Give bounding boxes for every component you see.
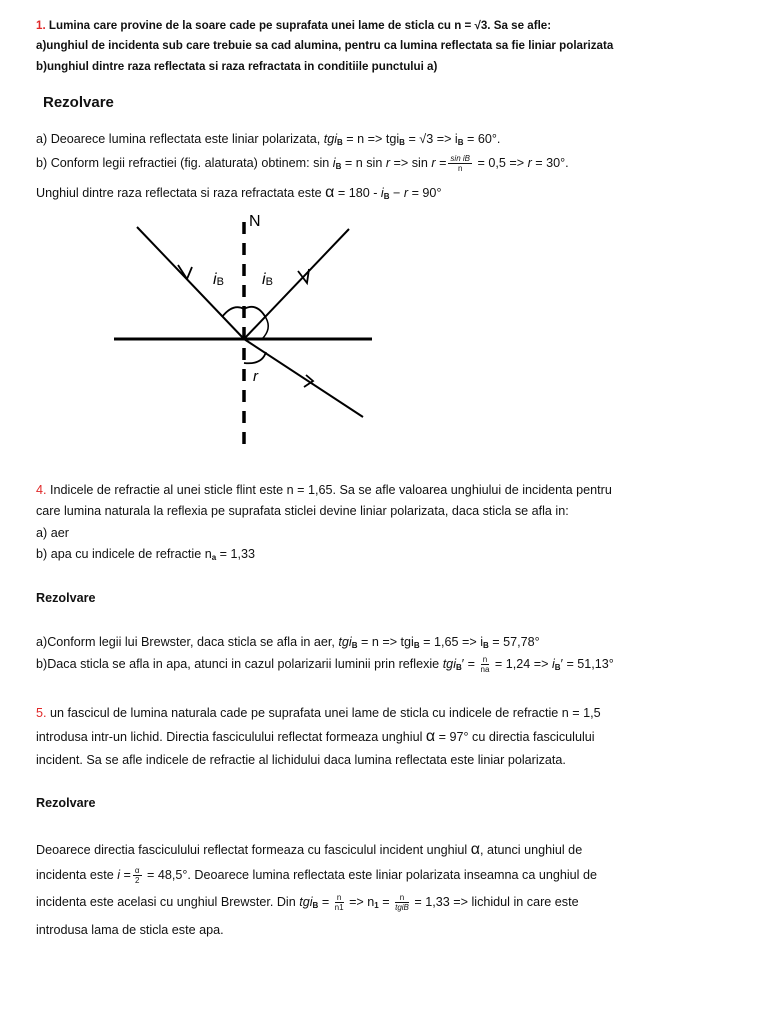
symbol: i [332,156,336,170]
symbol: i [380,186,384,200]
subscript: B [456,663,462,672]
angle-arc-r [244,352,266,363]
subscript: B [399,138,405,147]
problem-5-line-3: incident. Sa se afle indicele de refractie al lichidului daca lumina reflectata este liniar polarizata. [36,753,566,767]
text: a)Conform legii lui Brewster, daca sticla se afla in aer, [36,635,335,649]
denominator: tgiB [395,903,409,913]
subscript: B [554,663,561,672]
text: − [393,186,401,200]
text: => sin [393,156,428,170]
solution-1-a [36,130,500,152]
text: introdusa intr-un lichid. Directia fasciculului reflectat formeaza unghiul [36,730,423,744]
problem-5-line-1 [36,704,601,722]
solution-5-line-4: introdusa lama de sticla este apa. [36,923,224,937]
text: = 1,65 => i [423,635,484,649]
denominator: na [480,665,490,675]
fraction [133,866,142,885]
text: Deoarece directia fasciculului reflectat formeaza cu fasciculul incident unghiul [36,843,468,857]
text: ′ = [461,657,475,671]
fraction [481,655,490,674]
text: , atunci unghiul de [479,843,583,857]
angle-arc-ib-left [222,307,244,317]
fraction [448,154,472,173]
problem-4-line-4 [36,545,255,567]
subscript: B [337,138,343,147]
refracted-ray [244,339,363,417]
text: = [123,868,131,882]
solution-4-a [36,633,540,655]
section-heading-rezolvare: Rezolvare [36,796,96,810]
reflected-ray [244,229,349,339]
angle-arc-right [262,318,268,339]
text: = 90° [411,186,442,200]
text: = √3 => i [408,132,458,146]
text: = 57,78° [492,635,540,649]
subscript: B [483,641,489,650]
text: incidenta este acelasi cu unghiul Brewster. Din [36,895,296,909]
text: = 97° cu directia fasciculului [438,730,595,744]
symbol: r [527,156,532,170]
text: = n => tgi [360,635,414,649]
alpha-symbol: α [325,184,335,201]
text: = 1,33 [219,547,256,561]
text: Indicele de refractie al unei sticle flint este n = 1,65. Sa se afle valoarea unghiului de incidenta pentru [50,483,612,497]
text: a) Deoarece lumina reflectata este liniar polarizata, [36,132,321,146]
angle-arc-ib-right [244,307,266,318]
problem-number: 5. [36,706,47,720]
problem-1-line-1: Lumina care provine de la soare cade pe suprafata unei lame de sticla cu n = √3. Sa se afle: [48,19,552,32]
ib-right-label: iB [262,271,273,288]
text: = 1,33 => lichidul in care este [414,895,579,909]
text: b)Daca sticla se afla in apa, atunci in cazul polarizarii luminii prin reflexie [36,657,440,671]
text: un fascicul de lumina naturala cade pe suprafata unei lame de sticla cu indicele de refractie n = 1,5 [50,706,601,720]
subscript: B [457,138,464,147]
denominator: n1 [334,903,344,913]
text: = 30°. [535,156,569,170]
solution-1-b [36,154,569,176]
incident-ray [137,227,244,339]
symbol: tgi [442,657,456,671]
subscript: B [351,641,358,650]
problem-number: 1. [36,19,46,32]
subscript: B [413,641,420,650]
fraction [395,893,409,912]
problem-number: 4. [36,483,47,497]
numerator: n [335,893,344,903]
denominator: 2 [134,876,140,886]
refraction-figure [0,205,768,465]
symbol: r [403,186,409,200]
fraction [335,893,344,912]
text: = 180 - [337,186,378,200]
alpha-symbol: α [470,841,480,858]
text: = 0,5 => [477,156,525,170]
symbol: r [385,156,391,170]
text: b) apa cu indicele de refractie n [36,547,212,561]
subscript: B [383,192,390,201]
problem-1-line-2: a)unghiul de incidenta sub care trebuie sa cad alumina, pentru ca lumina reflectata sa fie liniar polarizata [36,39,614,52]
problem-5-line-2 [36,728,595,746]
subscript: B [312,901,319,910]
subscript: B [335,162,342,171]
numerator: n [395,893,409,903]
symbol: tgi [299,895,313,909]
symbol: i [551,657,555,671]
solution-5-line-2 [36,866,597,885]
problem-4-line-2: care lumina naturala la reflexia pe suprafata sticlei devine liniar polarizata, daca sticla se afla in: [36,504,569,518]
ib-left-label: iB [213,271,224,288]
text: => n [349,895,375,909]
text: = 60°. [467,132,501,146]
text: Unghiul dintre raza reflectata si raza refractata este [36,186,322,200]
problem-1-line-3: b)unghiul dintre raza reflectata si raza refractata in conditiile punctului a) [36,60,438,73]
text: = n => tgi [346,132,400,146]
solution-5-line-1 [36,841,582,859]
symbol: i [117,868,121,882]
problem-4-line-3: a) aer [36,526,69,540]
text: = 48,5°. Deoarece lumina reflectata este liniar polarizata inseamna ca unghiul de [147,868,597,882]
subscript: a [211,553,217,562]
text: = [321,895,330,909]
solution-4-b [36,655,614,677]
text: = [382,895,390,909]
text: b) Conform legii refractiei (fig. alaturata) obtinem: sin [36,156,330,170]
numerator: n [481,655,490,665]
normal-label: N [249,213,261,230]
symbol: r [431,156,436,170]
symbol: tgi [323,132,338,146]
solution-5-line-3 [36,893,579,915]
text: = 1,24 => [494,657,549,671]
numerator: α [134,866,140,876]
solution-1-c [36,184,441,206]
section-heading-rezolvare: Rezolvare [36,591,96,605]
section-heading-rezolvare: Rezolvare [43,94,114,111]
text: = [439,156,447,170]
subscript: 1 [374,901,379,910]
problem-1-statement [36,17,551,34]
r-label: r [253,368,258,385]
symbol: tgi [338,635,352,649]
alpha-symbol: α [425,728,436,745]
denominator: n [457,164,463,174]
text: incidenta este [36,868,114,882]
numerator: sin iB [450,154,470,164]
text: ′ = 51,13° [560,657,614,671]
problem-4-line-1 [36,481,612,499]
text: = n sin [344,156,383,170]
